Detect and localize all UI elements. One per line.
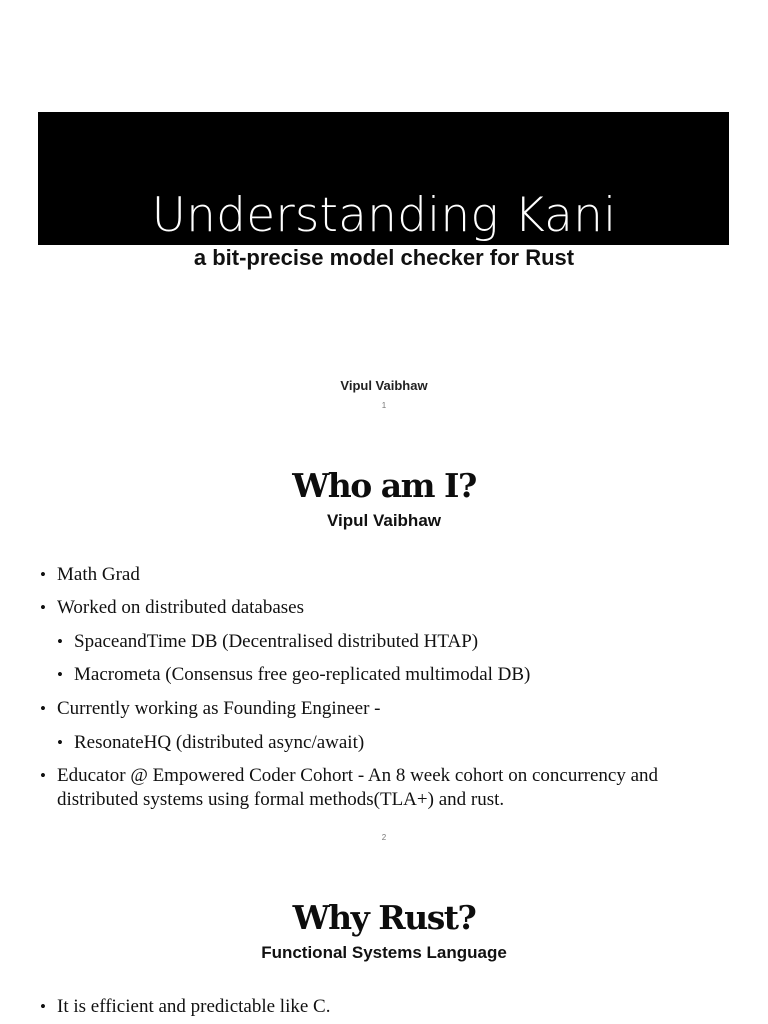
presentation-subtitle: a bit-precise model checker for Rust [193, 245, 575, 270]
list-item [40, 764, 717, 812]
list-item-text: Worked on distributed databases [57, 597, 304, 618]
list-item-text: Currently working as Founding Engineer - [57, 698, 381, 719]
list-item [57, 731, 365, 755]
list-item [40, 596, 304, 620]
list-item [57, 663, 531, 687]
bullet-icon: • [40, 997, 46, 1016]
page-number: 2 [381, 833, 387, 842]
bullet-icon: • [40, 565, 46, 584]
slide-subheading: Functional Systems Language [261, 943, 507, 962]
list-item-text: It is efficient and predictable like C. [57, 996, 331, 1017]
list-item-text: Educator @ Empowered Coder Cohort - An 8 week cohort on concurrency and distributed systems using formal methods(TLA+) and rust. [57, 765, 659, 810]
list-item [40, 697, 381, 721]
list-item [57, 630, 479, 654]
bullet-icon: • [40, 598, 46, 617]
slide-subheading: Vipul Vaibhaw [327, 511, 441, 530]
list-item-text: Macrometa (Consensus free geo-replicated multimodal DB) [74, 664, 531, 685]
bullet-icon: • [57, 733, 63, 752]
list-item-text: Math Grad [57, 564, 140, 585]
slide-heading: Who am I? [292, 466, 476, 505]
bullet-icon: • [57, 665, 63, 684]
bullet-icon: • [57, 632, 63, 651]
bullet-icon: • [40, 766, 46, 785]
page-number: 1 [381, 401, 387, 410]
slide-heading: Why Rust? [292, 898, 476, 937]
bullet-icon: • [40, 699, 46, 718]
list-item [40, 995, 331, 1019]
presentation-title: Understanding Kani [151, 188, 617, 243]
author-name: Vipul Vaibhaw [340, 378, 428, 393]
list-item-text: SpaceandTime DB (Decentralised distributed HTAP) [74, 631, 479, 652]
list-item-text: ResonateHQ (distributed async/await) [74, 732, 365, 753]
list-item [40, 563, 140, 587]
